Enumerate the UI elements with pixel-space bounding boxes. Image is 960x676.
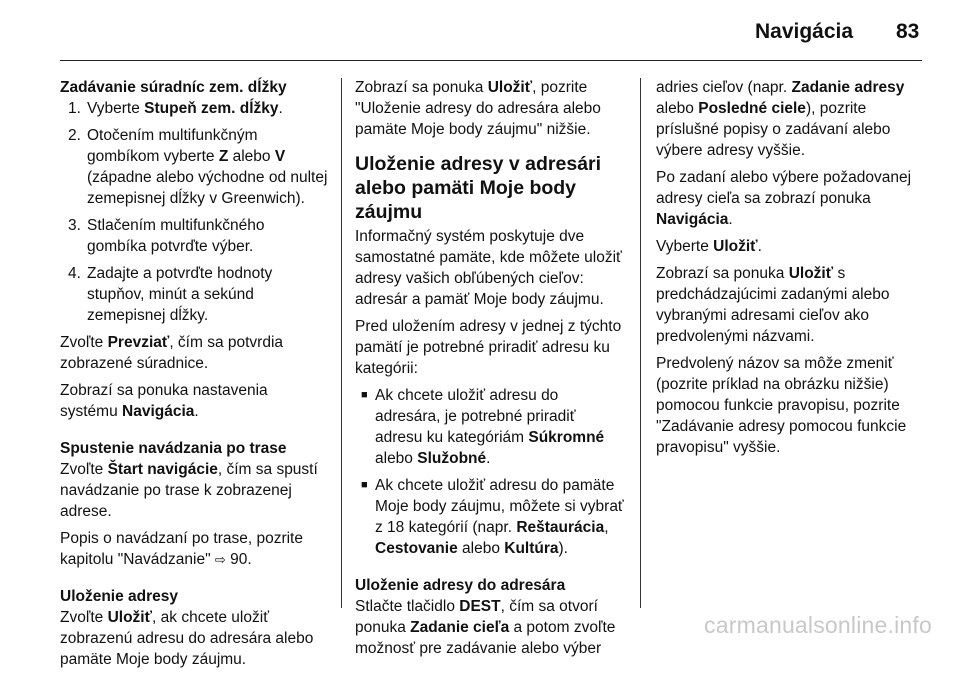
column-2 bbox=[355, 77, 625, 665]
section-heading-address-book: Uloženie adresy do adresára bbox=[355, 577, 566, 594]
paragraph: Predvolený názov sa môže zmeniť (pozrite príklad na obrázku nižšie) pomocou funkcie pravopisu, pozrite "Zadávanie adresy pomocou funkcie pravopisu" vyššie. bbox=[656, 355, 907, 456]
paragraph: Po zadaní alebo výbere požadovanej adresy cieľa sa zobrazí ponuka Navigácia. bbox=[656, 169, 912, 228]
bullet-list bbox=[355, 385, 625, 559]
paragraph: Stlačte tlačidlo DEST, čím sa otvorí ponuka Zadanie cieľa a potom zvoľte možnosť pre zadávanie alebo výber bbox=[355, 598, 616, 657]
paragraph: Zvoľte Štart navigácie, čím sa spustí navádzanie po trase k zobrazenej adrese. bbox=[60, 461, 318, 520]
paragraph: Zobrazí sa ponuka Uložiť s predchádzajúcimi zadanými alebo vybranými adresami cieľov ako predvolenými názvami. bbox=[656, 265, 890, 345]
section-heading-memory: Uloženie adresy v adresári alebo pamäti Moje body záujmu bbox=[355, 153, 602, 223]
column-divider-1 bbox=[341, 78, 342, 608]
paragraph: Zobrazí sa ponuka nastavenia systému Navigácia. bbox=[60, 382, 268, 420]
list-item: ■ Ak chcete uložiť adresu do adresára, je potrebné priradiť adresu ku kategóriám Súkromné alebo Služobné. bbox=[361, 387, 605, 467]
column-3 bbox=[656, 77, 928, 464]
paragraph: Zobrazí sa ponuka Uložiť, pozrite "Uloženie adresy do adresára alebo pamäte Moje body záujmu" nižšie. bbox=[355, 79, 601, 138]
section-heading-start-guidance: Spustenie navádzania po trase bbox=[60, 440, 287, 457]
list-item: ■ Ak chcete uložiť adresu do pamäte Moje body záujmu, môžete si vybrať z 18 kategórií (napr. Reštaurácia, Cestovanie alebo Kultúra). bbox=[361, 477, 624, 557]
paragraph: Pred uložením adresy v jednej z týchto pamätí je potrebné priradiť adresu ku kategórii: bbox=[355, 318, 622, 377]
paragraph: Zvoľte Prevziať, čím sa potvrdia zobrazené súradnice. bbox=[60, 334, 284, 372]
page-number: 83 bbox=[896, 20, 920, 43]
column-1 bbox=[60, 77, 328, 676]
list-item: 2. Otočením multifunkčným gombíkom vyberte Z alebo V (západne alebo východne od nultej zemepisnej dĺžky v Greenwich). bbox=[68, 127, 328, 207]
list-item: 3. Stlačením multifunkčného gombíka potvrďte výber. bbox=[68, 217, 265, 255]
header-divider bbox=[60, 60, 922, 61]
watermark: carmanualsonline.info bbox=[704, 612, 932, 638]
paragraph: Vyberte Uložiť. bbox=[656, 238, 762, 255]
paragraph: Informačný systém poskytuje dve samostatné pamäte, kde môžete uložiť adresy vašich obľúbených cieľov: adresár a pamäť Moje body záujmu. bbox=[355, 228, 622, 308]
bullet-square-icon: ■ bbox=[361, 389, 368, 401]
paragraph: Zvoľte Uložiť, ak chcete uložiť zobrazenú adresu do adresára alebo pamäte Moje body záujmu. bbox=[60, 609, 314, 668]
list-item: 4. Zadajte a potvrďte hodnoty stupňov, minút a sekúnd zemepisnej dĺžky. bbox=[68, 265, 273, 324]
column-divider-2 bbox=[640, 78, 641, 608]
section-heading-longitude: Zadávanie súradníc zem. dĺžky bbox=[60, 79, 287, 96]
paragraph: Popis o navádzaní po trase, pozrite kapitolu "Navádzanie" ⇨ 90. bbox=[60, 530, 303, 568]
page-title: Navigácia bbox=[755, 20, 854, 43]
list-item: 1. Vyberte Stupeň zem. dĺžky. bbox=[68, 100, 283, 117]
page-reference-icon: ⇨ bbox=[214, 552, 226, 567]
section-heading-save-address: Uloženie adresy bbox=[60, 588, 179, 605]
steps-list bbox=[60, 98, 328, 326]
bullet-square-icon: ■ bbox=[361, 479, 368, 491]
paragraph: adries cieľov (napr. Zadanie adresy alebo Posledné ciele), pozrite príslušné popisy o zadávaní alebo výbere adresy vyššie. bbox=[656, 79, 905, 159]
